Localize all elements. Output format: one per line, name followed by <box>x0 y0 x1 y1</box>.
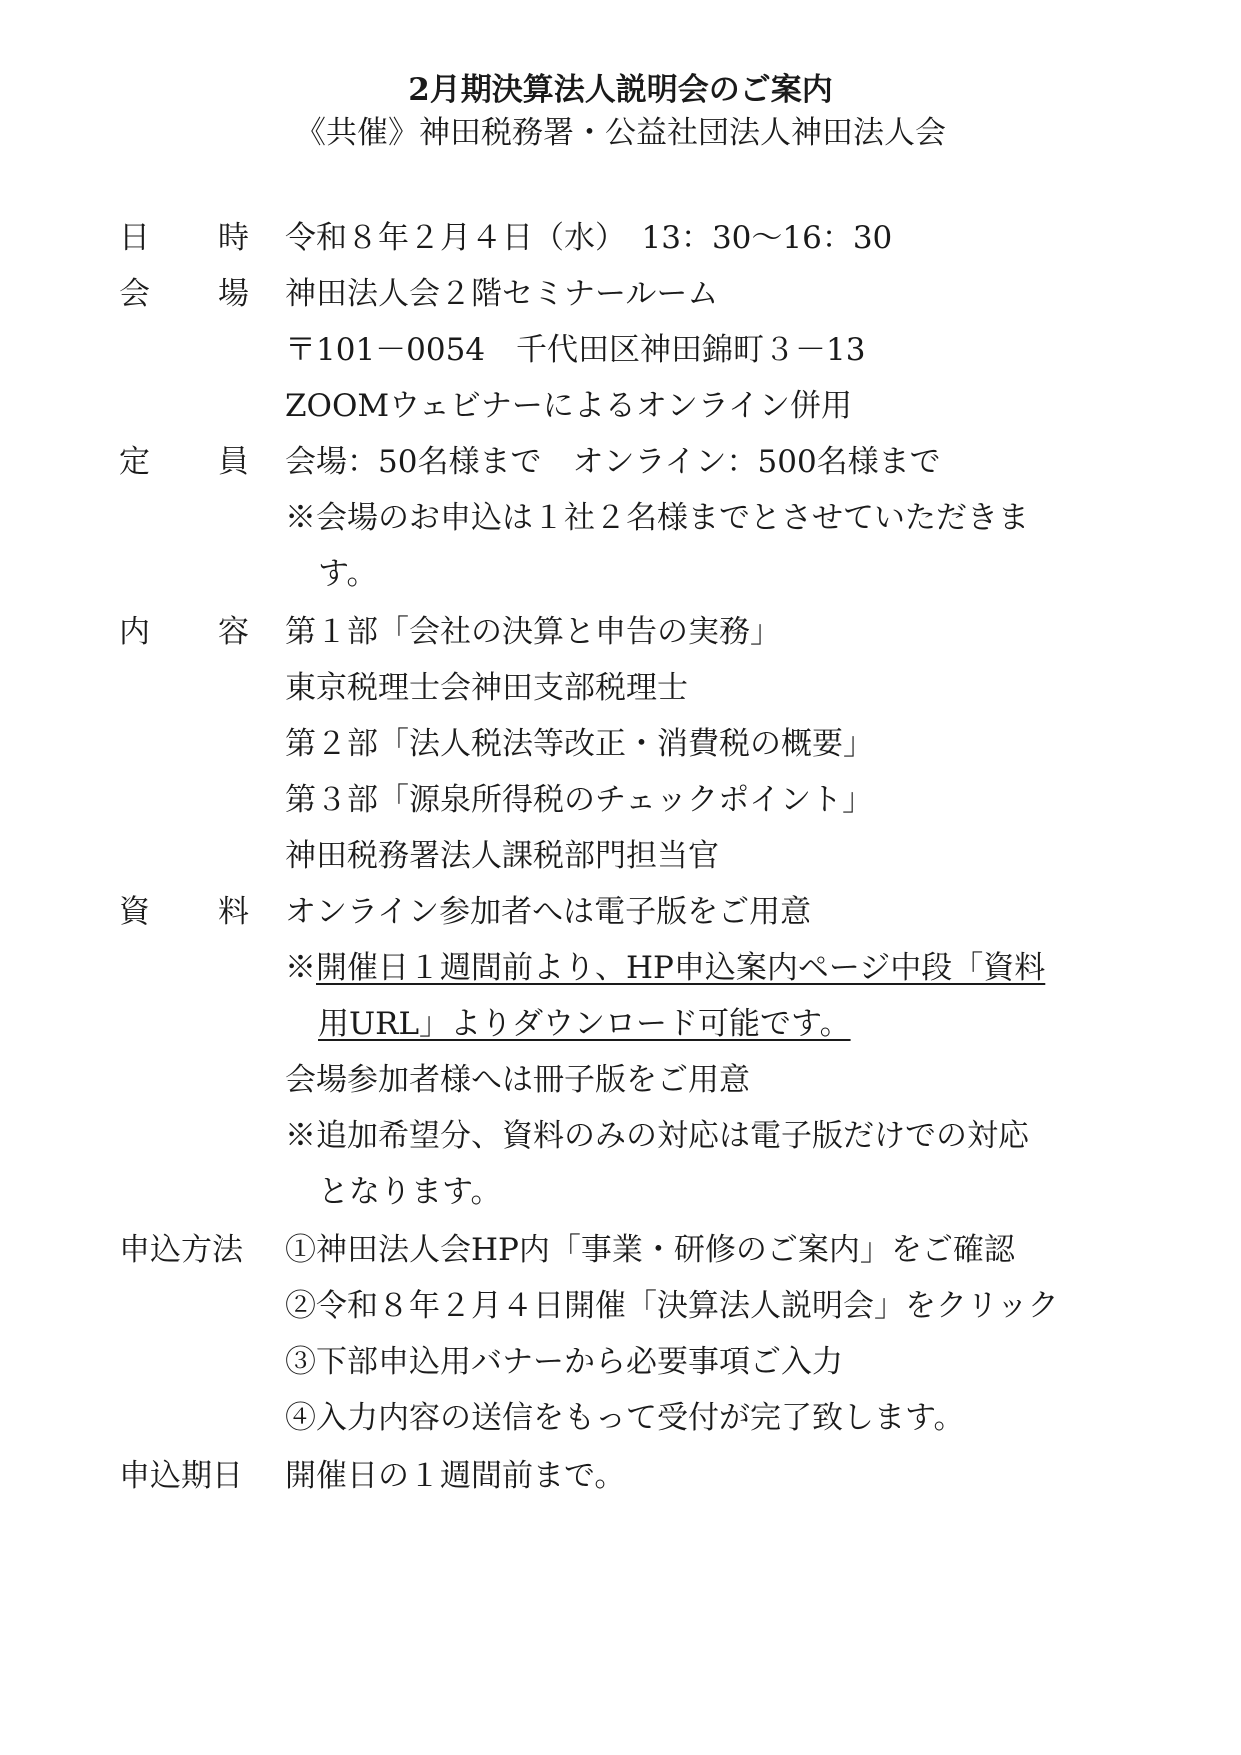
label-content <box>119 612 254 652</box>
materials-note-mark: ※ <box>285 950 316 986</box>
label-materials-a: 資 <box>119 894 150 930</box>
materials-download-note-cont <box>318 1004 851 1044</box>
label-application: 申込方法 <box>119 1232 243 1268</box>
label-venue <box>119 274 254 314</box>
content-part3: 第３部「源泉所得税のチェックポイント」 <box>285 782 874 818</box>
label-deadline: 申込期日 <box>119 1458 243 1494</box>
capacity-note-cont: す。 <box>318 556 378 592</box>
label-capacity <box>119 442 254 482</box>
capacity-value: 会場：50名様まで オンライン：500名様まで <box>285 444 941 480</box>
application-step4: ④入力内容の送信をもって受付が完了致します。 <box>285 1400 965 1436</box>
label-materials-b: 料 <box>218 894 249 930</box>
content-part23-speaker: 神田税務署法人課税部門担当官 <box>285 838 719 874</box>
label-datetime-a: 日 <box>119 220 150 256</box>
label-capacity-a: 定 <box>119 444 150 480</box>
label-venue-b: 場 <box>218 276 249 312</box>
label-content-a: 内 <box>119 614 150 650</box>
materials-download-note <box>285 948 1045 988</box>
venue-room: 神田法人会２階セミナールーム <box>285 276 719 312</box>
datetime-value: 令和８年２月４日（水） 13：30～16：30 <box>285 220 893 256</box>
venue-online: ZOOMウェビナーによるオンライン併用 <box>285 388 852 424</box>
label-content-b: 容 <box>218 614 249 650</box>
label-capacity-b: 員 <box>218 444 249 480</box>
content-part1-speaker: 東京税理士会神田支部税理士 <box>285 670 688 706</box>
label-datetime <box>119 218 254 258</box>
application-step1: ①神田法人会HP内「事業・研修のご案内」をご確認 <box>285 1232 1015 1268</box>
materials-download-link-1: 開催日１週間前より、HP申込案内ページ中段「資料 <box>316 950 1046 986</box>
label-datetime-b: 時 <box>218 220 249 256</box>
label-materials <box>119 892 254 932</box>
materials-extra-note: ※追加希望分、資料のみの対応は電子版だけでの対応 <box>285 1118 1029 1154</box>
application-step2: ②令和８年２月４日開催「決算法人説明会」をクリック <box>285 1288 1059 1324</box>
deadline-value: 開催日の１週間前まで。 <box>285 1458 626 1494</box>
document-title: 2月期決算法人説明会のご案内 <box>408 72 833 108</box>
venue-address: 〒101－0054 千代田区神田錦町３－13 <box>285 332 866 368</box>
capacity-note: ※会場のお申込は１社２名様までとさせていただきま <box>285 500 1029 536</box>
label-venue-a: 会 <box>119 276 150 312</box>
document-subtitle: 《共催》神田税務署・公益社団法人神田法人会 <box>295 115 946 151</box>
materials-online: オンライン参加者へは電子版をご用意 <box>285 894 812 930</box>
materials-download-link-2: 用URL」よりダウンロード可能です。 <box>318 1006 851 1042</box>
materials-venue: 会場参加者様へは冊子版をご用意 <box>285 1062 750 1098</box>
content-part2: 第２部「法人税法等改正・消費税の概要」 <box>285 726 874 762</box>
application-step3: ③下部申込用バナーから必要事項ご入力 <box>285 1344 843 1380</box>
content-part1: 第１部「会社の決算と申告の実務」 <box>285 614 781 650</box>
materials-extra-note-cont: となります。 <box>318 1174 502 1210</box>
